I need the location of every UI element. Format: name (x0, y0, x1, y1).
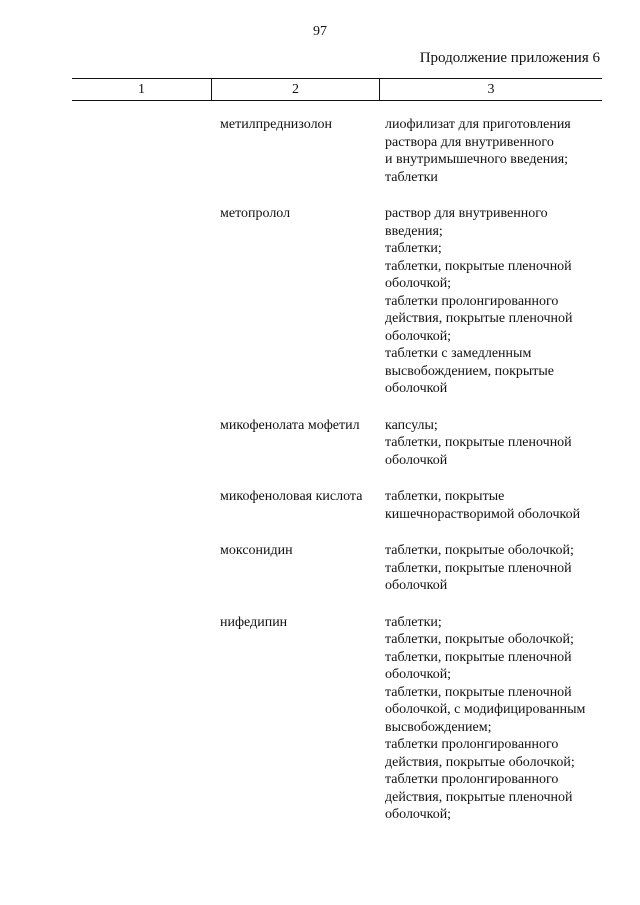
drug-name: метилпреднизолон (220, 117, 333, 132)
drug-name: моксонидин (220, 543, 293, 558)
dosage-forms (385, 205, 610, 398)
dosage-form-line: раствор для внутривенного (385, 206, 548, 221)
table-body (220, 116, 610, 843)
drug-name: микофеноловая кислота (220, 489, 363, 504)
table-header (72, 78, 602, 101)
dosage-form-line: оболочкой; (385, 276, 452, 291)
dosage-form-line: таблетки пролонгированного (385, 737, 559, 752)
dosage-form-line: высвобождением; (385, 719, 492, 735)
dosage-forms (385, 116, 610, 186)
dosage-form-line: таблетки, покрытые пленочной (385, 258, 572, 274)
table-row (220, 116, 610, 186)
dosage-form-line: оболочкой; (385, 807, 452, 822)
dosage-forms (385, 417, 610, 470)
page-number: 97 (313, 24, 327, 39)
dosage-form-line: таблетки (385, 169, 438, 185)
continuation-label: Продолжение приложения 6 (419, 50, 600, 66)
dosage-form-line: таблетки; (385, 614, 442, 630)
header-col-1: 1 (138, 81, 145, 97)
dosage-form-line: и внутримышечного введения; (385, 152, 569, 167)
dosage-form-line: таблетки, покрытые пленочной (385, 684, 572, 700)
dosage-form-line: лиофилизат для приготовления (385, 117, 571, 132)
dosage-form-line: таблетки, покрытые оболочкой; (385, 543, 574, 558)
dosage-form-line: таблетки, покрытые пленочной (385, 435, 572, 450)
dosage-form-line: оболочкой (385, 578, 448, 593)
dosage-form-line: оболочкой (385, 381, 448, 396)
dosage-form-line: действия, покрытые пленочной (385, 311, 573, 326)
table-row (220, 614, 610, 824)
dosage-form-line: таблетки, покрытые пленочной (385, 649, 572, 665)
dosage-form-line: действия, покрытые пленочной (385, 789, 573, 805)
dosage-form-line: таблетки пролонгированного (385, 293, 559, 309)
dosage-form-line: таблетки пролонгированного (385, 772, 559, 787)
table-row (220, 417, 610, 470)
dosage-form-line: таблетки с замедленным (385, 346, 532, 361)
dosage-form-line: высвобождением, покрытые (385, 363, 555, 379)
dosage-form-line: оболочкой; (385, 667, 452, 682)
dosage-form-line: оболочкой; (385, 328, 452, 344)
drug-name: микофенолата мофетил (220, 417, 360, 433)
table-row (220, 542, 610, 595)
dosage-form-line: раствора для внутривенного (385, 134, 554, 150)
dosage-form-line: оболочкой, с модифицированным (385, 702, 586, 717)
dosage-forms (385, 542, 610, 595)
dosage-form-line: оболочкой (385, 452, 448, 468)
drug-name: метопролол (220, 206, 291, 221)
dosage-forms (385, 614, 610, 824)
header-col-3: 3 (379, 79, 602, 100)
drug-name: нифедипин (220, 614, 288, 630)
header-col-2: 2 (211, 79, 379, 100)
dosage-form-line: таблетки, покрытые оболочкой; (385, 632, 574, 647)
table-row (220, 205, 610, 398)
dosage-form-line: введения; (385, 223, 443, 239)
dosage-form-line: таблетки, покрытые пленочной (385, 560, 572, 576)
dosage-form-line: действия, покрытые оболочкой; (385, 754, 575, 770)
dosage-forms (385, 488, 610, 523)
table-row (220, 488, 610, 523)
dosage-form-line: таблетки; (385, 241, 442, 256)
dosage-form-line: кишечнорастворимой оболочкой (385, 506, 581, 522)
dosage-form-line: капсулы; (385, 417, 438, 433)
dosage-form-line: таблетки, покрытые (385, 489, 505, 504)
